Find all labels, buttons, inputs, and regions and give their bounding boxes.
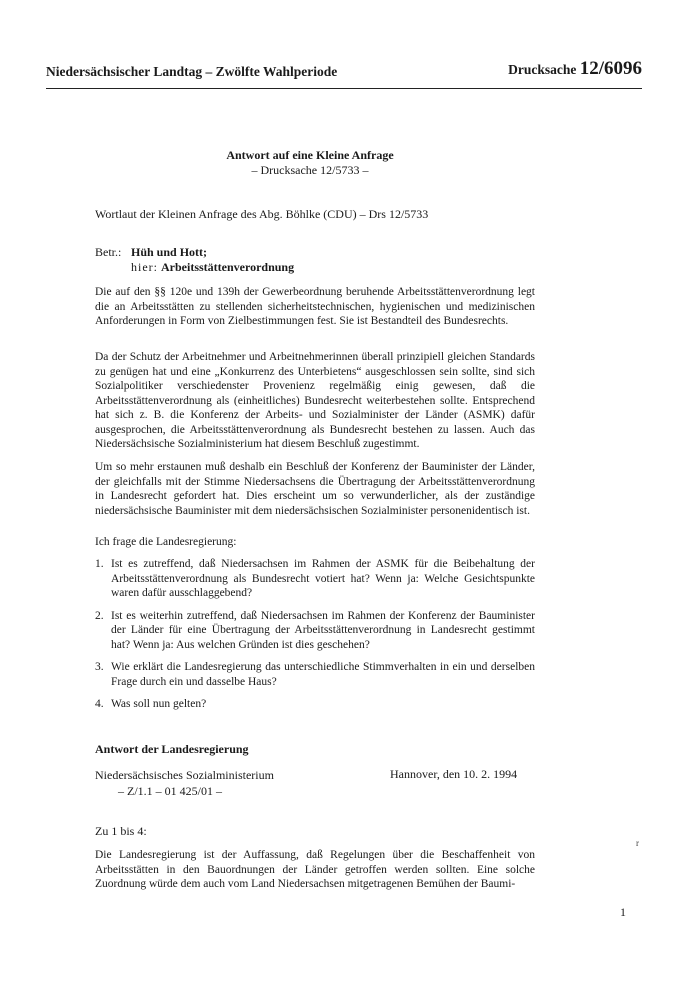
ministry-name: Niedersächsisches Sozialministerium [95,768,274,782]
question-text: Wie erklärt die Landesregierung das unterschiedliche Stimmverhalten in ein und derselben Frage durch ein und dasselbe Haus? [111,661,535,688]
answer-heading: Antwort der Landesregierung [95,742,249,756]
question-list [95,557,535,720]
paragraph-3: Um so mehr erstaunen muß deshalb ein Beschluß der Konferenz der Bauminister der Länder, der gleichfalls mit der Stimme Niedersachsens die Übertragung der Arbeitsstättenverordnung in Landesrecht gefordert hat. Dies erscheint um so verwunderlicher, als der zuständige niedersächsische Bauminister mit dem niedersächsischen Sozialminister personenidentisch ist. [95,461,535,517]
paragraph-2: Da der Schutz der Arbeitnehmer und Arbeitnehmerinnen überall prinzipiell gleichen Standards zu genügen hat und eine „Konkurrenz des Unterbietens“ ausgeschlossen sein sollte, sind sich Sozialpolitiker verschiedenster Provenienz regelmäßig einig gewesen, daß die Arbeitsstättenverordnung als (einheitliches) Bundesrecht weiterbestehen sollte. Entsprechend hat sich z. B. die Konferenz der Arbeits- und Sozialminister der Länder (ASMK) dafür ausgesprochen, die Arbeitsstättenverordnung als Bundesrecht bestehen zu lassen. Auch das Niedersächsische Sozialministerium hat diesem Beschluß zugestimmt. [95,351,535,450]
wortlaut-line: Wortlaut der Kleinen Anfrage des Abg. Böhlke (CDU) – Drs 12/5733 [95,207,429,221]
paragraph-1: Die auf den §§ 120e und 139h der Gewerbeordnung beruhende Arbeitsstättenverordnung legt die an Arbeitsstätten zu stellenden sicherheitstechnischen, hygienischen und medizinischen Anforderungen in Form von Zielbestimmungen fest. Sie ist Bestandteil des Bundesrechts. [95,286,535,327]
hier-text: Arbeitsstättenverordnung [161,260,295,274]
file-reference: – Z/1.1 – 01 425/01 – [118,784,222,798]
question-text: Was soll nun gelten? [111,698,207,710]
hier-line [131,260,294,275]
betreff-label: Betr.: [95,245,122,259]
drucksache-prefix: Drucksache [508,62,580,77]
ministry-block [95,767,274,799]
question-number: 3. [95,661,104,673]
answer-section-label: Zu 1 bis 4: [95,824,147,838]
drucksache-number: 12/6096 [579,58,642,79]
answer-paragraph: Die Landesregierung ist der Auffassung, daß Regelungen über die Beschaffenheit von Arbeitsstätten in den Bauordnungen der Länder getroffen werden sollten. Eine solche Zuordnung würde dem auch vom Land Niedersachsen mitgetragenen Bemühen der Baumi- [95,849,535,890]
title-line-1: Antwort auf eine Kleine Anfrage [226,148,394,162]
question-number: 1. [95,558,104,570]
margin-mark: r [636,838,639,848]
answer-date: Hannover, den 10. 2. 1994 [390,767,518,781]
question-text: Ist es weiterhin zutreffend, daß Niedersachsen im Rahmen der Konferenz der Bauminister der Länder für eine Übertragung der Arbeitsstättenverordnung in Landesrecht gestimmt hat? Wenn ja: Aus welchen Gründen ist dies geschehen? [111,609,535,651]
drucksache-label [508,58,642,80]
question-item [95,609,535,653]
parliament-label: Niedersächsischer Landtag – Zwölfte Wahlperiode [46,64,338,79]
title-line-2: – Drucksache 12/5733 – [251,163,369,177]
header-rule [46,88,642,89]
betreff-subject: Hüh und Hott; [131,245,208,259]
document-title [0,148,620,178]
page-number: 1 [620,905,626,919]
question-item [95,660,535,689]
paragraph-4: Ich frage die Landesregierung: [95,536,237,548]
hier-label: hier: [131,260,158,274]
question-text: Ist es zutreffend, daß Niedersachsen im Rahmen der ASMK für die Beibehaltung der Arbeitsstättenverordnung als Bundesrecht votiert hat? Wenn ja: Welche Gesichtspunkte waren dafür ausschlaggebend? [111,558,535,599]
question-number: 4. [95,698,104,710]
betreff-block [95,245,294,275]
question-number: 2. [95,609,104,622]
question-item [95,697,535,712]
page-header [46,58,642,80]
question-item [95,557,535,601]
